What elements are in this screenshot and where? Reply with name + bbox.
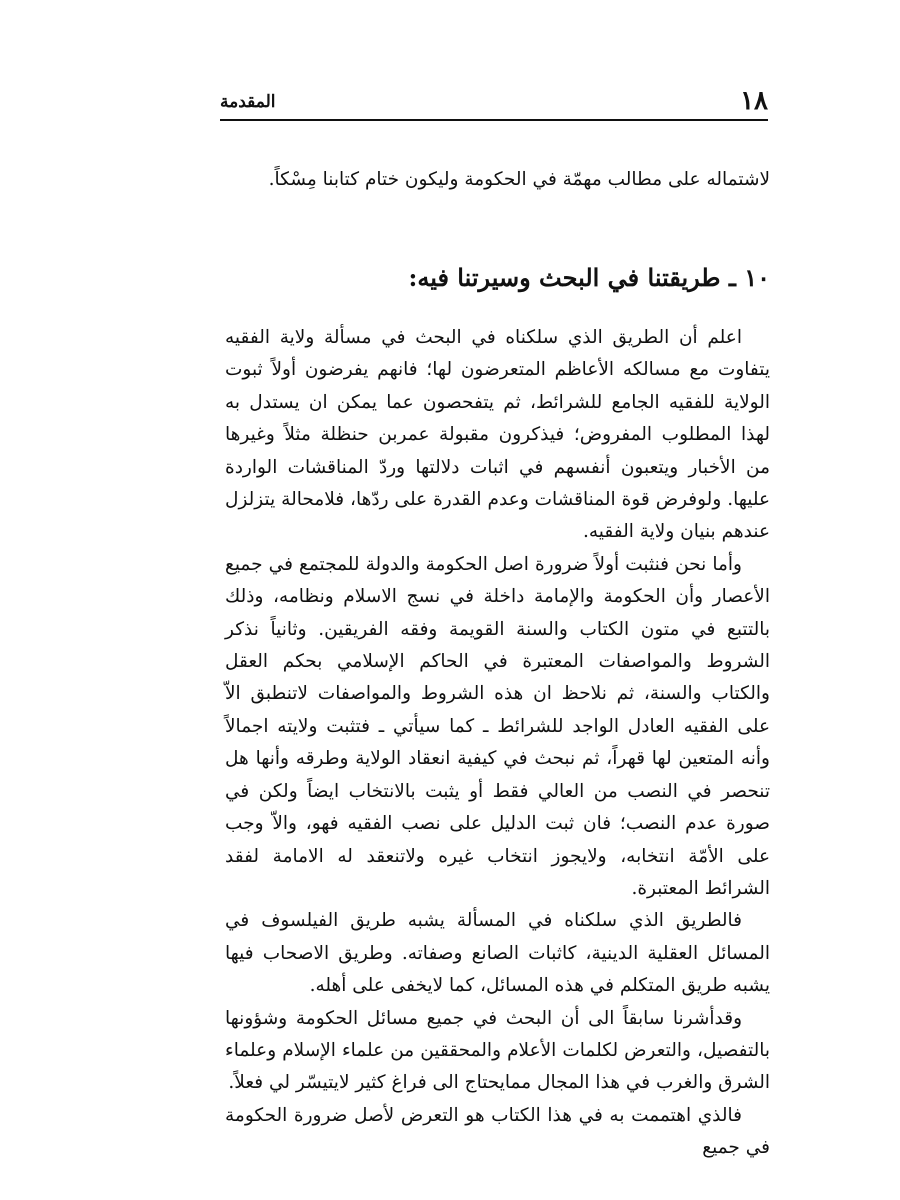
- paragraph: اعلم أن الطريق الذي سلكناه في البحث في مسألة ولاية الفقيه يتفاوت مع مسالكه الأعاظم المتعرضون لها؛ فانهم يفرضون أولاً ثبوت الولاية للفقيه الجامع للشرائط، ثم يتفحصون عما يمكن ان يستدل به لهذا المطلوب المفروض؛ فيذكرون مقبولة عمربن حنظلة مثلاً وغيرها من الأخبار ويتعبون أنفسهم في اثبات دلالتها وردّ المناقشات الواردة عليها. ولوفرض قوة المناقشات وعدم القدرة على ردّها، فلامحالة يتزلزل عندهم بنيان ولاية الفقيه.: [225, 327, 770, 543]
- chapter-title: المقدمة: [220, 92, 276, 112]
- paragraph: وأما نحن فنثبت أولاً ضرورة اصل الحكومة والدولة للمجتمع في جميع الأعصار وأن الحكومة والإمامة داخلة في نسج الاسلام ونظامه، وذلك بالتتبع في متون الكتاب والسنة القويمة وفقه الفريقين. وثانياً نذكر الشروط والمواصفات المعتبرة في الحاكم الإسلامي بحكم العقل والكتاب والسنة، ثم نلاحظ ان هذه الشروط والمواصفات لاتنطبق الاّ على الفقيه العادل الواجد للشرائط ـ كما سيأتي ـ فتثبت ولايته اجمالاً وأنه المتعين لها قهراً، ثم نبحث في كيفية انعقاد الولاية وطرقه وأنها هل تنحصر في النصب من العالي فقط أو يثبت بالانتخاب ايضاً ولكن في صورة عدم النصب؛ فان ثبت الدليل على نصب الفقيه فهو، والاّ وجب على الأمّة انتخابه، ولايجوز انتخاب غيره ولاتنعقد له الامامة لفقد الشرائط المعتبرة.: [225, 553, 770, 899]
- paragraph: وقدأشرنا سابقاً الى أن البحث في جميع مسائل الحكومة وشؤونها بالتفصيل، والتعرض لكلمات الأعلام والمحققين من علماء الإسلام وعلماء الشرق والغرب في هذا المجال ممايحتاج الى فراغ كثير لايتيسّر لي فعلاً.: [225, 1007, 770, 1094]
- header-divider: [220, 119, 768, 121]
- body-text: [225, 322, 770, 1165]
- section-heading: ١٠ ـ طريقتنا في البحث وسيرتنا فيه:: [408, 263, 770, 292]
- intro-text-block: [225, 162, 770, 198]
- running-header: [220, 86, 768, 116]
- intro-line: لاشتماله على مطالب مهمّة في الحكومة وليكون ختام كتابنا مِسْكاً.: [268, 169, 770, 190]
- paragraph: فالذي اهتممت به في هذا الكتاب هو التعرض لأصل ضرورة الحكومة في جميع: [225, 1104, 770, 1159]
- paragraph: فالطريق الذي سلكناه في المسألة يشبه طريق الفيلسوف في المسائل العقلية الدينية، كاثبات الصانع وصفاته. وطريق الاصحاب فيها يشبه طريق المتكلم في هذه المسائل، كما لايخفى على أهله.: [225, 910, 770, 997]
- page-number: ١٨: [740, 86, 768, 116]
